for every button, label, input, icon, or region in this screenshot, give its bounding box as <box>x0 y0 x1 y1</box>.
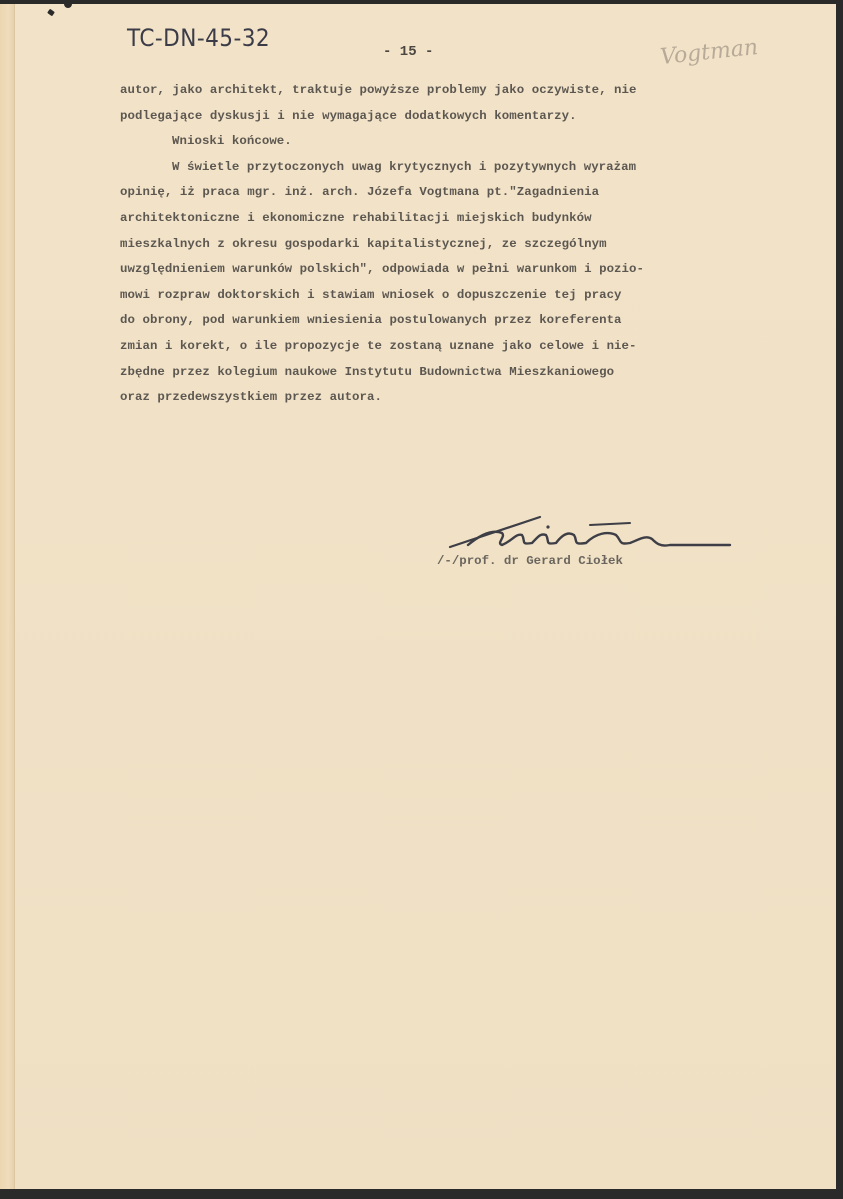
reference-code: TC-DN-45-32 <box>127 24 271 52</box>
text-line: opinię, iż praca mgr. inż. arch. Józefa Vogtmana pt."Zagadnienia <box>120 185 600 200</box>
text-line: W świetle przytoczonych uwag krytycznych i pozytywnych wyrażam <box>172 159 637 174</box>
text-line: autor, jako architekt, traktuje powyższe problemy jako oczywiste, nie <box>120 83 637 97</box>
document-body <box>120 78 840 411</box>
scan-bottom-border <box>0 1189 843 1199</box>
text-line: podlegające dyskusji i nie wymagające dodatkowych komentarzy. <box>120 108 577 123</box>
signatory-name: /-/prof. dr Gerard Ciołek <box>437 554 623 568</box>
section-heading: Wnioski końcowe. <box>172 134 292 149</box>
text-line: do obrony, pod warunkiem wniesienia postulowanych przez koreferenta <box>120 313 622 328</box>
text-line: architektoniczne i ekonomiczne rehabilitacji miejskich budynków <box>120 210 592 225</box>
margin-note: Vogtman <box>658 34 760 71</box>
text-line: mowi rozpraw doktorskich i stawiam wniosek o dopuszczenie tej pracy <box>120 287 622 302</box>
text-line: zbędne przez kolegium naukowe Instytutu Budownictwa Mieszkaniowego <box>120 364 615 379</box>
text-line: mieszkalnych z okresu gospodarki kapitalistycznej, ze szczególnym <box>120 236 607 251</box>
ink-blot <box>64 0 72 8</box>
scan-right-border <box>836 0 843 1199</box>
page-fold-edge <box>0 4 15 1191</box>
page-number: - 15 - <box>383 44 434 60</box>
text-line: uwzględnieniem warunków polskich", odpowiada w pełni warunkom i pozio- <box>120 262 644 277</box>
signature-block <box>420 505 750 585</box>
text-line: oraz przedewszystkiem przez autora. <box>120 390 382 405</box>
text-line: zmian i korekt, o ile propozycje te zostaną uznane jako celowe i nie- <box>120 338 637 353</box>
